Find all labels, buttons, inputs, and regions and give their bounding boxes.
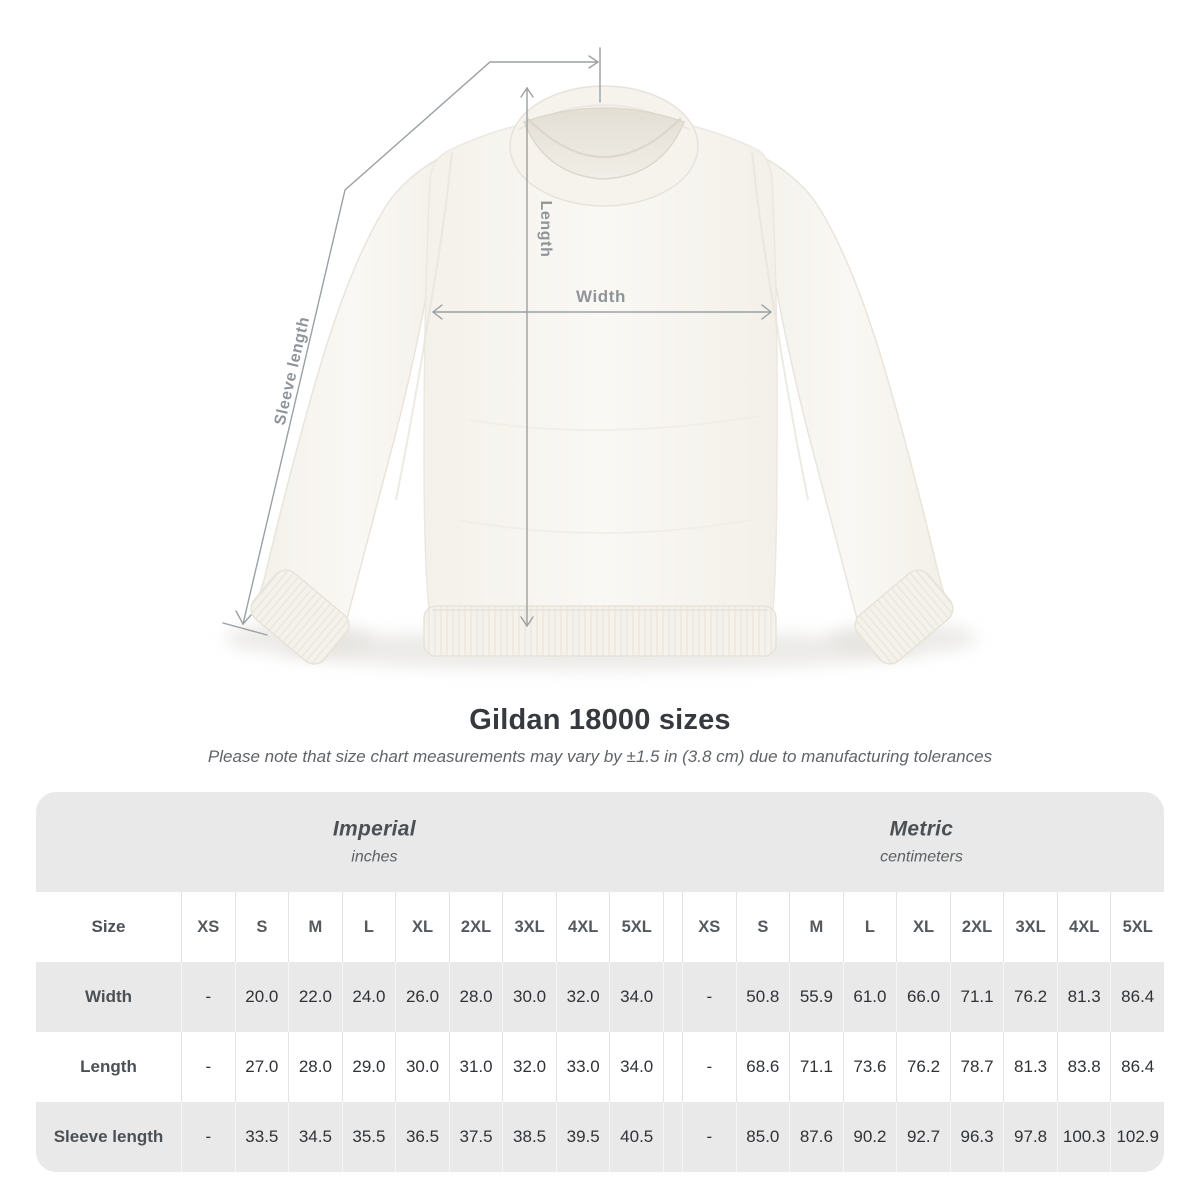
value-cell: 38.5 xyxy=(502,1102,556,1172)
size-header-metric: L xyxy=(843,892,897,962)
value-cell: - xyxy=(682,1032,736,1102)
group-spacer xyxy=(663,892,682,962)
value-cell: 29.0 xyxy=(342,1032,396,1102)
metric-unit-label: centimeters xyxy=(880,848,963,866)
value-cell: 68.6 xyxy=(736,1032,790,1102)
imperial-label: Imperial xyxy=(332,817,416,841)
value-cell: 37.5 xyxy=(449,1102,503,1172)
size-table xyxy=(36,792,1164,1172)
measurement-row-label: Width xyxy=(84,987,133,1006)
value-cell: 86.4 xyxy=(1110,1032,1164,1102)
size-header-imperial: 4XL xyxy=(556,892,610,962)
value-cell: 66.0 xyxy=(896,962,950,1032)
sweatshirt-collar xyxy=(510,86,698,206)
measurement-row-label: Sleeve length xyxy=(53,1127,164,1146)
group-spacer xyxy=(663,1032,682,1102)
size-header-imperial: XL xyxy=(395,892,449,962)
value-cell: - xyxy=(181,1032,235,1102)
value-cell: 71.1 xyxy=(950,962,1004,1032)
group-spacer xyxy=(663,962,682,1032)
tolerance-note: Please note that size chart measurements may vary by ±1.5 in (3.8 cm) due to manufacturing tolerances xyxy=(207,747,993,766)
sleeve-length-dimension-label: Sleeve length xyxy=(271,314,314,427)
value-cell: 24.0 xyxy=(342,962,396,1032)
size-header-metric: S xyxy=(736,892,790,962)
value-cell: 61.0 xyxy=(843,962,897,1032)
size-header-metric: XS xyxy=(682,892,736,962)
size-header-imperial: 2XL xyxy=(449,892,503,962)
value-cell: 55.9 xyxy=(789,962,843,1032)
value-cell: 97.8 xyxy=(1003,1102,1057,1172)
value-cell: 31.0 xyxy=(449,1032,503,1102)
value-cell: 20.0 xyxy=(235,962,289,1032)
value-cell: 71.1 xyxy=(789,1032,843,1102)
metric-label: Metric xyxy=(889,817,954,841)
size-header-imperial: XS xyxy=(181,892,235,962)
table-row xyxy=(36,892,1164,962)
value-cell: 40.5 xyxy=(609,1102,663,1172)
value-cell: 34.0 xyxy=(609,1032,663,1102)
size-header-imperial: M xyxy=(288,892,342,962)
value-cell: 36.5 xyxy=(395,1102,449,1172)
table-row xyxy=(36,1032,1164,1102)
size-header-imperial: 3XL xyxy=(502,892,556,962)
size-header-imperial: L xyxy=(342,892,396,962)
value-cell: 34.5 xyxy=(288,1102,342,1172)
value-cell: 90.2 xyxy=(843,1102,897,1172)
value-cell: 32.0 xyxy=(502,1032,556,1102)
value-cell: 22.0 xyxy=(288,962,342,1032)
metric-group-header xyxy=(880,818,963,867)
size-grid xyxy=(36,892,1164,1172)
table-row xyxy=(36,1102,1164,1172)
value-cell: 92.7 xyxy=(896,1102,950,1172)
value-cell: 73.6 xyxy=(843,1032,897,1102)
caption xyxy=(0,704,1200,767)
value-cell: 39.5 xyxy=(556,1102,610,1172)
unit-group-header xyxy=(36,792,1164,892)
value-cell: 87.6 xyxy=(789,1102,843,1172)
value-cell: 76.2 xyxy=(1003,962,1057,1032)
value-cell: - xyxy=(181,962,235,1032)
size-header-metric: 5XL xyxy=(1110,892,1164,962)
size-header-imperial: 5XL xyxy=(609,892,663,962)
value-cell: 102.9 xyxy=(1110,1102,1164,1172)
value-cell: 100.3 xyxy=(1057,1102,1111,1172)
value-cell: 27.0 xyxy=(235,1032,289,1102)
value-cell: 96.3 xyxy=(950,1102,1004,1172)
size-header-metric: XL xyxy=(896,892,950,962)
size-header-imperial: S xyxy=(235,892,289,962)
measurement-row-label: Length xyxy=(80,1057,137,1076)
length-dimension-label: Length xyxy=(537,200,554,258)
value-cell: 34.0 xyxy=(609,962,663,1032)
size-header-metric: 4XL xyxy=(1057,892,1111,962)
value-cell: 86.4 xyxy=(1110,962,1164,1032)
value-cell: 78.7 xyxy=(950,1032,1004,1102)
value-cell: 83.8 xyxy=(1057,1032,1111,1102)
value-cell: 30.0 xyxy=(502,962,556,1032)
value-cell: 33.0 xyxy=(556,1032,610,1102)
size-header-metric: 3XL xyxy=(1003,892,1057,962)
value-cell: 26.0 xyxy=(395,962,449,1032)
value-cell: 81.3 xyxy=(1057,962,1111,1032)
value-cell: 35.5 xyxy=(342,1102,396,1172)
value-cell: 85.0 xyxy=(736,1102,790,1172)
value-cell: 76.2 xyxy=(896,1032,950,1102)
value-cell: 30.0 xyxy=(395,1032,449,1102)
width-dimension-label: Width xyxy=(575,287,627,306)
size-column-header: Size xyxy=(91,917,126,936)
value-cell: 28.0 xyxy=(449,962,503,1032)
size-header-metric: 2XL xyxy=(950,892,1004,962)
value-cell: 50.8 xyxy=(736,962,790,1032)
size-header-metric: M xyxy=(789,892,843,962)
imperial-unit-label: inches xyxy=(351,848,398,866)
group-spacer xyxy=(663,1102,682,1172)
value-cell: 32.0 xyxy=(556,962,610,1032)
value-cell: - xyxy=(682,962,736,1032)
value-cell: 81.3 xyxy=(1003,1032,1057,1102)
value-cell: 28.0 xyxy=(288,1032,342,1102)
value-cell: 33.5 xyxy=(235,1102,289,1172)
page-title: Gildan 18000 sizes xyxy=(469,704,731,736)
value-cell: - xyxy=(181,1102,235,1172)
table-row xyxy=(36,962,1164,1032)
imperial-group-header xyxy=(333,818,416,867)
value-cell: - xyxy=(682,1102,736,1172)
